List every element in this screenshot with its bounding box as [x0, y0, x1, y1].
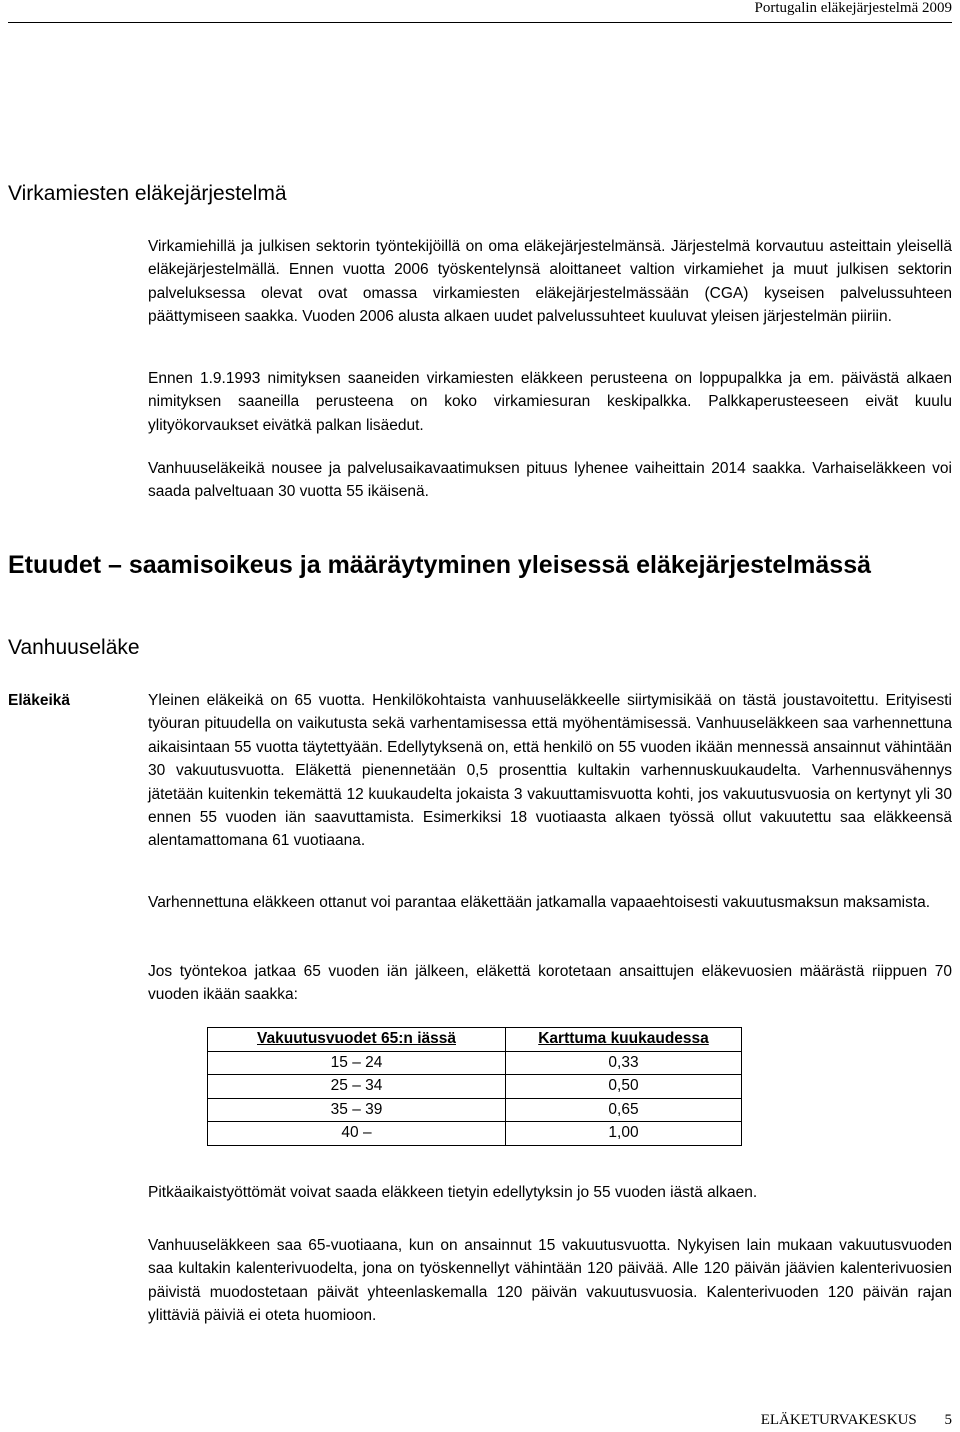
table-cell-years: 40 –: [208, 1122, 506, 1146]
table-header-years: Vakuutusvuodet 65:n iässä: [208, 1028, 506, 1052]
paragraph: Varhennettuna eläkkeen ottanut voi parantaa eläkettään jatkamalla vapaaehtoisesti vakuutusmaksun maksamista.: [148, 894, 931, 911]
table-row: [208, 1075, 742, 1099]
paragraph: Pitkäaikaistyöttömät voivat saada eläkkeen tietyin edellytyksin jo 55 vuoden iästä alkaen.: [148, 1184, 758, 1201]
table-cell-years: 15 – 24: [208, 1051, 506, 1075]
table-row: [208, 1051, 742, 1075]
section-heading-benefits: Etuudet – saamisoikeus ja määräytyminen yleisessä eläkejärjestelmässä: [8, 551, 872, 579]
paragraph: Vanhuuseläkeikä nousee ja palvelusaikavaatimuksen pituus lyhenee vaiheittain 2014 saakka. Varhaiseläkkeen voi saada palveltuaan 30 vuotta 55 ikäisenä.: [148, 460, 952, 501]
paragraph: Yleinen eläkeikä on 65 vuotta. Henkilökohtaista vanhuuseläkkeelle siirtymisikää on tästä joustavoitettu. Erityisesti työuran pituudella on vaikutusta sekä varhentamisessa että myöhentämisessä. Vanhuuseläkkeen saa varhennettuna aikaisintaan 55 vuotta täytettyään. Edellytyksenä on, että henkilö on 55 vuoden ikään mennessä ansainnut vähintään 30 vakuutusvuotta. Eläkettä pienennetään 0,5 prosenttia kultakin varhennuskuukaudelta. Varhennusvähennys jätetään kuitenkin tekemättä 12 kuukaudelta jokaista 3 vakuuttamisvuotta kohti, jos vakuutusvuosia on kertynyt yli 30 ennen 55 vuoden iän saavuttamista. Esimerkiksi 18 vuotiaasta alkaen työssä ollut vakuutettu saa eläkkeensä alentamattomana 61 vuotiaana.: [148, 692, 952, 850]
table-cell-years: 25 – 34: [208, 1075, 506, 1099]
table-header-row: [208, 1028, 742, 1052]
paragraph: Ennen 1.9.1993 nimityksen saaneiden virkamiesten eläkkeen perusteena on loppupalkka ja em. päivästä alkaen nimityksen saaneilla perusteena on koko virkamiesuran keskipalkka. Palkkaperusteeseen eivät kuulu ylityökorvaukset eivätkä palkan lisäedut.: [148, 370, 952, 434]
table-cell-accrual: 1,00: [506, 1122, 742, 1146]
page-number: 5: [944, 1412, 952, 1428]
page-footer: [761, 1412, 952, 1429]
table-row: [208, 1098, 742, 1122]
section-heading-civil-servants: Virkamiesten eläkejärjestelmä: [8, 182, 287, 205]
table-cell-accrual: 0,65: [506, 1098, 742, 1122]
table-cell-years: 35 – 39: [208, 1098, 506, 1122]
table-cell-accrual: 0,50: [506, 1075, 742, 1099]
header-rule: [8, 22, 952, 23]
paragraph: Vanhuuseläkkeen saa 65-vuotiaana, kun on ansainnut 15 vakuutusvuotta. Nykyisen lain mukaan vakuutusvuoden saa kultakin kalenterivuodelta, jona on työskennellyt vähintään 120 päivää. Alle 120 päivän jäävien kalenterivuosien päivistä muodostetaan päivät yhteenlaskemalla 120 päivän vakuutusvuosia. Kalenterivuoden 120 päivän rajan ylittäviä päiviä ei oteta huomioon.: [148, 1237, 952, 1325]
running-header: Portugalin eläkejärjestelmä 2009: [754, 0, 952, 16]
paragraph: Virkamiehillä ja julkisen sektorin työntekijöillä on oma eläkejärjestelmänsä. Järjestelmä korvautuu asteittain yleisellä eläkejärjestelmällä. Ennen vuotta 2006 työskentelynsä aloittaneet valtion virkamiehet ja muut julkisen sektorin palveluksessa olevat ovat omassa virkamiesten eläkejärjestelmässään (CGA) kyseisen palvelussuhteen päättymiseen saakka. Vuoden 2006 alusta alkaen uudet palvelussuhteet kuuluvat yleisen järjestelmän piiriin.: [148, 238, 952, 326]
subheading-old-age-pension: Vanhuuseläke: [8, 636, 140, 659]
paragraph: Jos työntekoa jatkaa 65 vuoden iän jälkeen, eläkettä korotetaan ansaittujen eläkevuosien määrästä riippuen 70 vuoden ikään saakka:: [148, 963, 952, 1004]
table-header-accrual: Karttuma kuukaudessa: [506, 1028, 742, 1052]
table-cell-accrual: 0,33: [506, 1051, 742, 1075]
table-row: [208, 1122, 742, 1146]
side-label-retirement-age: Eläkeikä: [8, 692, 71, 709]
accrual-rate-table: [207, 1027, 742, 1146]
footer-organization: ELÄKETURVAKESKUS: [760, 1412, 917, 1428]
